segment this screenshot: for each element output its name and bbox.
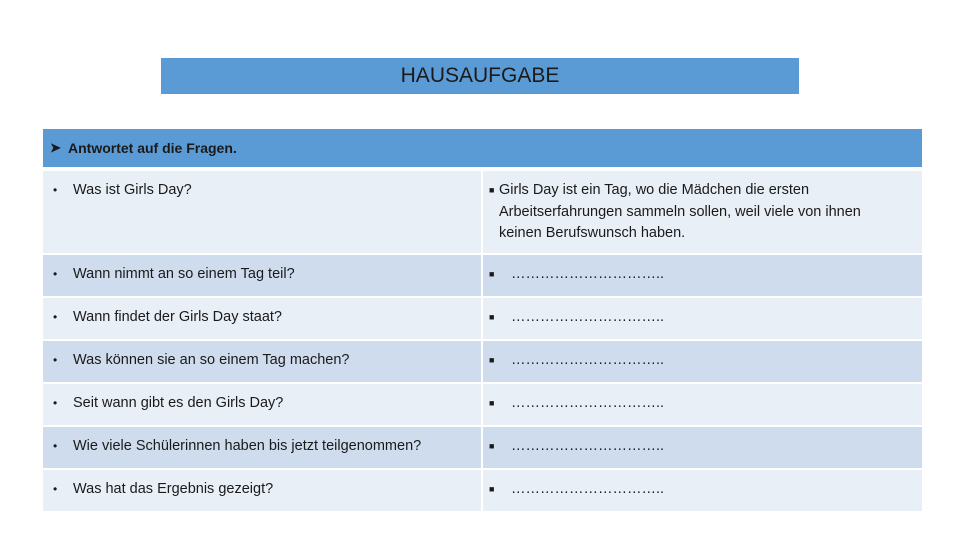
table-row bbox=[43, 468, 922, 511]
question-text: Wann nimmt an so einem Tag teil? bbox=[73, 266, 295, 282]
arrow-bullet-icon: ➤ bbox=[50, 140, 61, 155]
answer-text: Girls Day ist ein Tag, wo die Mädchen die ersten Arbeitserfahrungen sammeln sollen, weil viele von ihnen keinen Berufswunsch haben. bbox=[498, 182, 861, 241]
question-text: Was können sie an so einem Tag machen? bbox=[73, 352, 350, 368]
answer-cell bbox=[483, 427, 922, 468]
square-bullet-icon: ■ bbox=[489, 312, 495, 322]
table-row bbox=[43, 425, 922, 468]
bullet-icon: • bbox=[53, 396, 58, 410]
square-bullet-icon: ■ bbox=[489, 441, 495, 451]
table-body bbox=[43, 169, 922, 511]
answer-text: ………………………….. bbox=[511, 266, 665, 282]
answer-text: ………………………….. bbox=[511, 395, 665, 411]
question-text: Was hat das Ergebnis gezeigt? bbox=[73, 481, 274, 497]
bullet-icon: • bbox=[53, 439, 58, 453]
question-cell bbox=[43, 255, 483, 296]
bullet-icon: • bbox=[53, 353, 58, 367]
homework-table bbox=[43, 129, 922, 511]
table-row bbox=[43, 296, 922, 339]
table-row bbox=[43, 169, 922, 253]
table-row bbox=[43, 253, 922, 296]
answer-text: ………………………….. bbox=[511, 438, 665, 454]
bullet-icon: • bbox=[53, 183, 58, 197]
table-row bbox=[43, 382, 922, 425]
bullet-icon: • bbox=[53, 482, 58, 496]
square-bullet-icon: ■ bbox=[489, 185, 495, 195]
page-title bbox=[161, 58, 799, 94]
question-cell bbox=[43, 171, 483, 253]
answer-cell bbox=[483, 470, 922, 511]
answer-text: ………………………….. bbox=[511, 309, 665, 325]
answer-cell bbox=[483, 384, 922, 425]
question-cell bbox=[43, 298, 483, 339]
question-cell bbox=[43, 341, 483, 382]
square-bullet-icon: ■ bbox=[489, 269, 495, 279]
bullet-icon: • bbox=[53, 310, 58, 324]
square-bullet-icon: ■ bbox=[489, 484, 495, 494]
table-header bbox=[43, 129, 922, 169]
question-text: Was ist Girls Day? bbox=[73, 182, 192, 198]
answer-cell bbox=[483, 255, 922, 296]
question-cell bbox=[43, 470, 483, 511]
question-text: Wie viele Schülerinnen haben bis jetzt teilgenommen? bbox=[73, 438, 422, 454]
bullet-icon: • bbox=[53, 267, 58, 281]
answer-cell bbox=[483, 298, 922, 339]
question-text: Seit wann gibt es den Girls Day? bbox=[73, 395, 284, 411]
question-cell bbox=[43, 427, 483, 468]
answer-text: ………………………….. bbox=[511, 481, 665, 497]
question-cell bbox=[43, 384, 483, 425]
square-bullet-icon: ■ bbox=[489, 355, 495, 365]
table-row bbox=[43, 339, 922, 382]
answer-text: ………………………….. bbox=[511, 352, 665, 368]
question-text: Wann findet der Girls Day staat? bbox=[73, 309, 282, 325]
page-title-text: HAUSAUFGABE bbox=[400, 64, 560, 87]
answer-cell bbox=[483, 171, 922, 253]
answer-cell bbox=[483, 341, 922, 382]
square-bullet-icon: ■ bbox=[489, 398, 495, 408]
instruction-text: Antwortet auf die Fragen. bbox=[68, 140, 237, 156]
